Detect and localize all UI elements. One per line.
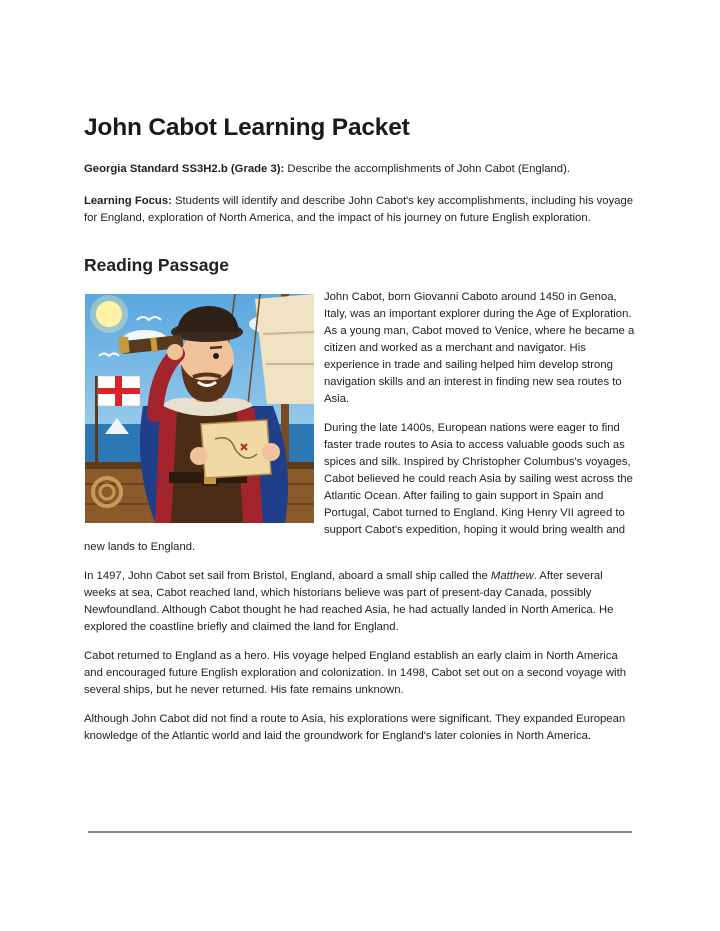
learning-focus-text: Students will identify and describe John Cabot's key accomplishments, including his voyage for England, exploration of North America, and the impact of his journey on future English exploration.: [84, 195, 634, 224]
document-content: [84, 112, 636, 757]
section-heading: Reading Passage: [84, 255, 229, 275]
standard-paragraph: [84, 161, 636, 178]
passage-paragraph-1: John Cabot, born Giovanni Caboto around 1450 in Genoa, Italy, was an important explorer during the Age of Exploration. As a young man, Cabot moved to Venice, where he became a citizen and worked as a merchant and navigator. His experience in trade and sailing helped him develop strong navigation skills and an interest in finding new sea routes to Asia.: [324, 291, 635, 405]
learning-focus-label: Learning Focus:: [84, 195, 172, 207]
section-divider: [88, 831, 632, 833]
john-cabot-illustration: [85, 294, 314, 523]
ship-name: Matthew: [490, 570, 534, 582]
reading-passage: [84, 289, 636, 745]
standard-text: Describe the accomplishments of John Cabot (England).: [284, 163, 570, 175]
passage-paragraph-5: Although John Cabot did not find a route to Asia, his explorations were significant. They expanded European knowledge of the Atlantic world and laid the groundwork for England's later colonies in North America.: [84, 713, 626, 742]
standard-label: Georgia Standard SS3H2.b (Grade 3):: [84, 163, 285, 175]
page-title: John Cabot Learning Packet: [84, 114, 410, 141]
learning-focus-paragraph: [84, 193, 636, 227]
passage-paragraph-3-start: In 1497, John Cabot set sail from Bristol, England, aboard a small ship called the: [84, 570, 491, 582]
passage-paragraph-3: [84, 568, 636, 636]
passage-paragraph-3-end: . After several weeks at sea, Cabot reached land, which historians believe was part of present-day Canada, possibly Newfoundland. Although Cabot thought he had reached Asia, he had actually landed in North America. He explored the coastline briefly and claimed the land for England.: [84, 570, 614, 633]
passage-paragraph-2: During the late 1400s, European nations were eager to find faster trade routes to Asia to access valuable goods such as spices and silk. Inspired by Christopher Columbus's voyages, Cabot believed he could reach Asia by sailing west across the Atlantic Ocean. After failing to gain support in Spain and Portugal, Cabot turned to England. King Henry VII agreed to support Cabot's expedition, hoping it would bring wealth and new lands to England.: [84, 422, 633, 553]
passage-paragraph-4: Cabot returned to England as a hero. His voyage helped England establish an early claim in North America and encouraged future English exploration and colonization. In 1498, Cabot set out on a second voyage with several ships, but he never returned. His fate remains unknown.: [84, 650, 626, 696]
